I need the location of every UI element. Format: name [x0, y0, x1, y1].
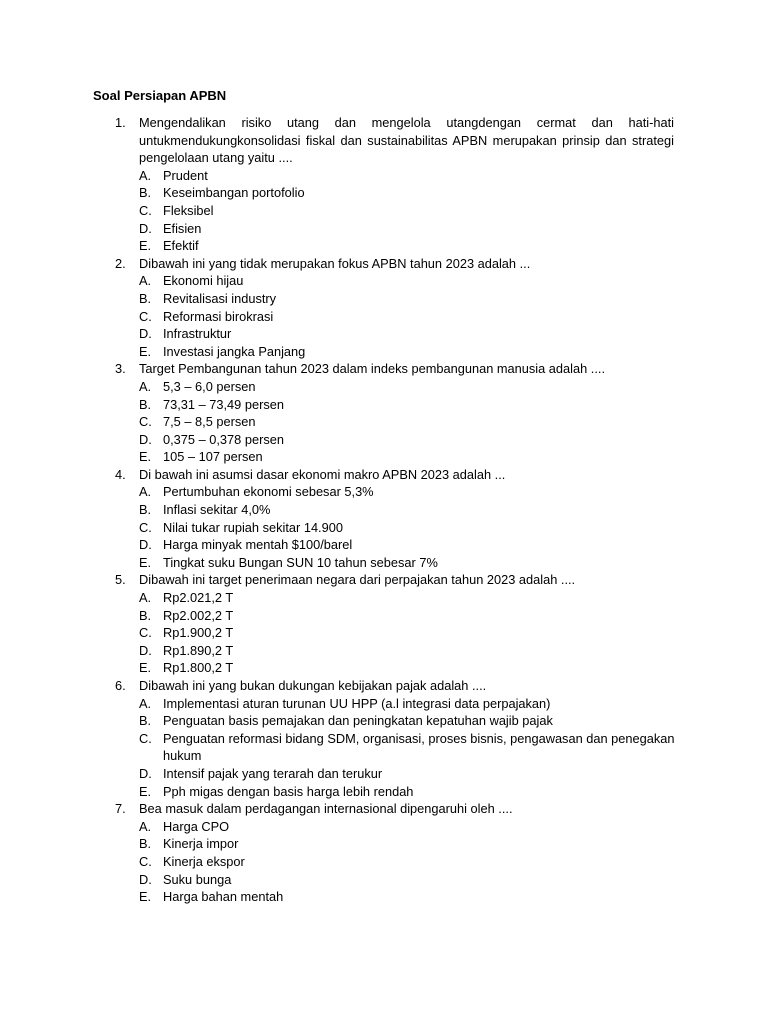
option-item: [0, 519, 768, 537]
option-text: Harga bahan mentah: [163, 889, 284, 905]
option-text: 5,3 – 6,0 persen: [163, 378, 256, 394]
question-text: Bea masuk dalam perdagangan internasional dipengaruhi oleh ....: [139, 801, 513, 817]
question-item: [0, 466, 768, 572]
option-letter: C.: [139, 414, 152, 430]
option-item: [0, 290, 768, 308]
option-letter: C.: [139, 519, 152, 535]
option-item: [0, 308, 768, 326]
option-letter: B.: [139, 502, 152, 518]
option-item: [0, 659, 768, 677]
option-item: [0, 695, 768, 713]
option-item: [0, 237, 768, 255]
option-item: [0, 853, 768, 871]
option-text: Efektif: [163, 238, 199, 254]
option-text: Kinerja ekspor: [163, 853, 245, 869]
question-text: Target Pembangunan tahun 2023 dalam indeks pembangunan manusia adalah ....: [139, 361, 605, 377]
option-text: Penguatan basis pemajakan dan peningkatan kepatuhan wajib pajak: [163, 713, 553, 729]
option-letter: E.: [139, 238, 152, 254]
question-text: Dibawah ini target penerimaan negara dari perpajakan tahun 2023 adalah ....: [139, 572, 576, 588]
option-list: [0, 272, 768, 360]
option-item: [0, 642, 768, 660]
option-item: [0, 448, 768, 466]
option-text: Infrastruktur: [163, 326, 232, 342]
question-number: 1.: [115, 115, 126, 130]
option-letter: C.: [139, 308, 152, 324]
option-letter: D.: [139, 765, 152, 781]
option-item: [0, 730, 768, 765]
option-letter: A.: [139, 590, 152, 606]
option-text: Nilai tukar rupiah sekitar 14.900: [163, 519, 343, 535]
question-item: [0, 677, 768, 800]
option-text: 7,5 – 8,5 persen: [163, 414, 256, 430]
option-text: Rp1.800,2 T: [163, 660, 234, 676]
option-item: [0, 536, 768, 554]
option-item: [0, 272, 768, 290]
option-letter: E.: [139, 554, 152, 570]
option-item: [0, 501, 768, 519]
option-item: [0, 765, 768, 783]
option-text: Keseimbangan portofolio: [163, 185, 305, 201]
option-letter: A.: [139, 695, 152, 711]
question-item: [0, 800, 768, 906]
option-item: [0, 483, 768, 501]
option-text: Tingkat suku Bungan SUN 10 tahun sebesar 7%: [163, 554, 438, 570]
option-letter: E.: [139, 783, 152, 799]
option-item: [0, 818, 768, 836]
option-item: [0, 783, 768, 801]
question-item: [0, 255, 768, 361]
option-item: [0, 184, 768, 202]
option-text: Ekonomi hijau: [163, 273, 244, 289]
option-text: Rp2.002,2 T: [163, 607, 234, 623]
document-title: Soal Persiapan APBN: [93, 88, 227, 103]
option-item: [0, 888, 768, 906]
question-list: [0, 114, 768, 906]
option-text: Kinerja impor: [163, 836, 239, 852]
option-letter: C.: [139, 202, 152, 218]
option-list: [0, 378, 768, 466]
option-text: 105 – 107 persen: [163, 449, 263, 465]
option-text: Revitalisasi industry: [163, 290, 277, 306]
option-text: Inflasi sekitar 4,0%: [163, 502, 271, 518]
question-item: [0, 571, 768, 677]
option-text: Suku bunga: [163, 871, 232, 887]
option-text: Pph migas dengan basis harga lebih rendah: [163, 783, 414, 799]
option-letter: E.: [139, 343, 152, 359]
question-number: 5.: [115, 572, 126, 588]
option-letter: E.: [139, 449, 152, 465]
option-text: Penguatan reformasi bidang SDM, organisasi, proses bisnis, pengawasan dan penegakan hukum: [163, 730, 675, 764]
option-item: [0, 343, 768, 361]
option-text: Harga minyak mentah $100/barel: [163, 537, 353, 553]
option-item: [0, 378, 768, 396]
option-text: Rp2.021,2 T: [163, 590, 234, 606]
question-item: [0, 114, 768, 255]
question-text: Di bawah ini asumsi dasar ekonomi makro APBN 2023 adalah ...: [139, 466, 506, 482]
option-letter: C.: [139, 730, 152, 746]
option-letter: D.: [139, 220, 152, 236]
option-list: [0, 818, 768, 906]
option-letter: A.: [139, 378, 152, 394]
option-letter: B.: [139, 713, 152, 729]
option-letter: B.: [139, 607, 152, 623]
option-text: Reformasi birokrasi: [163, 308, 274, 324]
option-item: [0, 835, 768, 853]
option-text: Rp1.890,2 T: [163, 642, 234, 658]
option-letter: D.: [139, 871, 152, 887]
option-text: Implementasi aturan turunan UU HPP (a.l integrasi data perpajakan): [163, 695, 551, 711]
option-text: Investasi jangka Panjang: [163, 343, 306, 359]
option-letter: D.: [139, 642, 152, 658]
option-text: 0,375 – 0,378 persen: [163, 431, 284, 447]
option-item: [0, 624, 768, 642]
option-letter: B.: [139, 185, 152, 201]
option-text: Efisien: [163, 220, 202, 236]
question-number: 2.: [115, 255, 126, 271]
option-letter: A.: [139, 818, 152, 834]
option-item: [0, 589, 768, 607]
question-number: 6.: [115, 678, 126, 693]
option-letter: A.: [139, 484, 152, 500]
question-text: Dibawah ini yang tidak merupakan fokus APBN tahun 2023 adalah ...: [139, 255, 531, 271]
option-item: [0, 396, 768, 414]
option-text: Rp1.900,2 T: [163, 625, 234, 641]
option-letter: D.: [139, 431, 152, 447]
option-letter: E.: [139, 660, 152, 676]
option-item: [0, 712, 768, 730]
option-text: Pertumbuhan ekonomi sebesar 5,3%: [163, 484, 374, 500]
option-list: [0, 167, 768, 255]
option-item: [0, 554, 768, 572]
question-text: Mengendalikan risiko utang dan mengelola utangdengan cermat dan hati-hati untukmendukungkonsolidasi fiskal dan sustainabilitas APBN merupakan prinsip dan strategi pengelolaan utang yaitu ....: [139, 115, 674, 166]
option-list: [0, 695, 768, 801]
option-item: [0, 167, 768, 185]
option-letter: B.: [139, 396, 152, 412]
option-letter: A.: [139, 167, 152, 183]
option-item: [0, 413, 768, 431]
question-item: [0, 360, 768, 466]
question-number: 3.: [115, 361, 126, 377]
option-item: [0, 431, 768, 449]
option-text: Intensif pajak yang terarah dan terukur: [163, 765, 383, 781]
option-letter: B.: [139, 290, 152, 306]
option-letter: C.: [139, 625, 152, 641]
option-item: [0, 607, 768, 625]
option-letter: D.: [139, 537, 152, 553]
option-text: 73,31 – 73,49 persen: [163, 396, 284, 412]
option-list: [0, 589, 768, 677]
option-item: [0, 220, 768, 238]
option-item: [0, 871, 768, 889]
question-text: Dibawah ini yang bukan dukungan kebijakan pajak adalah ....: [139, 678, 487, 693]
option-item: [0, 325, 768, 343]
question-number: 7.: [115, 801, 126, 817]
option-list: [0, 483, 768, 571]
question-number: 4.: [115, 466, 126, 482]
option-letter: D.: [139, 326, 152, 342]
option-letter: A.: [139, 273, 152, 289]
option-item: [0, 202, 768, 220]
option-text: Fleksibel: [163, 202, 214, 218]
option-text: Harga CPO: [163, 818, 230, 834]
option-letter: B.: [139, 836, 152, 852]
option-text: Prudent: [163, 167, 208, 183]
option-letter: E.: [139, 889, 152, 905]
option-letter: C.: [139, 853, 152, 869]
